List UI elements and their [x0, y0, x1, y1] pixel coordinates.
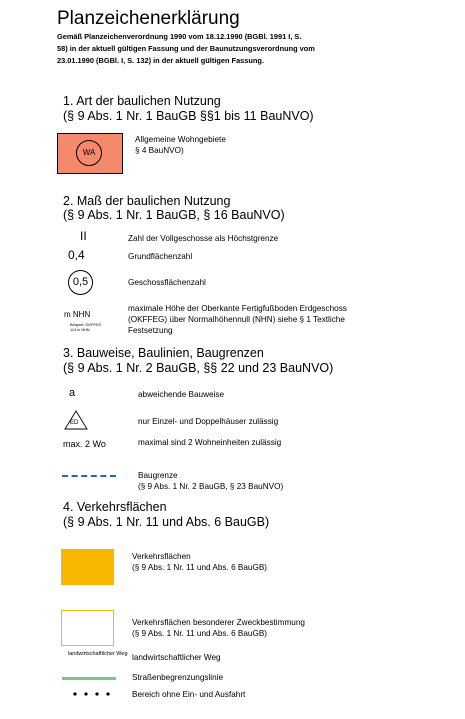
legend-desc-ohne-ein-ausfahrt: Bereich ohne Ein- und Ausfahrt: [132, 690, 246, 699]
legend-desc-geschossflaechenzahl: Geschossflächenzahl: [128, 278, 206, 287]
grundflaechenzahl-symbol: 0,4: [68, 248, 85, 262]
desc-line: Baugrenze: [138, 471, 178, 480]
ohne-ausfahrt-dots: [73, 691, 113, 697]
strassenbegrenzungslinie-line: [62, 677, 116, 680]
legend-desc-grundflaechenzahl: Grundflächenzahl: [128, 252, 193, 261]
nhn-example-line: Beispiel: OKFFEG: [70, 323, 102, 327]
desc-line: (OKFFEG) über Normalhöhennull (NHN) siehe § 1 Textliche: [128, 315, 345, 324]
geschossflaechenzahl-symbol: 0,5: [68, 270, 93, 295]
verkehrsflaechen-swatch: [61, 549, 114, 585]
legend-desc-bauweise: abweichende Bauweise: [138, 390, 225, 399]
besondere-zweckbestimmung-swatch: [61, 610, 114, 646]
legend-desc-landwirtschaftlicher-weg: landwirtschaftlicher Weg: [132, 653, 221, 662]
section-4-subheading: (§ 9 Abs. 1 Nr. 11 und Abs. 6 BauGB): [63, 515, 270, 529]
landwirtschaftlicher-weg-symbol: landwirtschaftlicher Weg: [68, 651, 128, 657]
section-1-subheading: (§ 9 Abs. 1 Nr. 1 BauGB §§1 bis 11 BauNVO): [63, 109, 314, 123]
legend-desc-strassenbegrenzungslinie: Straßenbegrenzungslinie: [132, 673, 224, 682]
intro-line: 58) in der aktuell gültigen Fassung und der Baunutzungsverordnung vom: [57, 44, 315, 53]
section-1-heading: 1. Art der baulichen Nutzung: [63, 94, 221, 108]
intro-text: [57, 31, 357, 67]
legend-desc-wa: [135, 134, 226, 156]
desc-line: Verkehrsflächen: [132, 552, 191, 561]
desc-line: § 4 BauNVO): [135, 146, 184, 155]
legend-desc-besondere-zweckbestimmung: [132, 617, 305, 639]
intro-line: 23.01.1990 (BGBl. I, S. 132) in der aktuell gültigen Fassung.: [57, 56, 265, 65]
intro-line: Gemäß Planzeichenverordnung 1990 vom 18.12.1990 (BGBl. 1991 I, S.: [57, 32, 302, 41]
desc-line: Allgemeine Wohngebiete: [135, 135, 226, 144]
nhn-symbol: m NHN: [64, 310, 91, 319]
desc-line: (§ 9 Abs. 1 Nr. 11 und Abs. 6 BauGB): [132, 629, 268, 638]
legend-desc-baugrenze: [138, 470, 283, 492]
section-2-subheading: (§ 9 Abs. 1 Nr. 1 BauGB, § 16 BauNVO): [63, 208, 285, 222]
legend-desc-wohneinheiten: maximal sind 2 Wohneinheiten zulässig: [138, 438, 282, 447]
legend-desc-verkehrsflaechen: [132, 551, 267, 573]
legend-desc-nhn: [128, 303, 448, 336]
page-title: Planzeichenerklärung: [57, 8, 240, 29]
nhn-example: [70, 323, 101, 333]
desc-line: (§ 9 Abs. 1 Nr. 11 und Abs. 6 BauGB): [132, 563, 268, 572]
desc-line: Festsetzung: [128, 326, 173, 335]
bauweise-symbol: a: [69, 387, 76, 399]
desc-line: (§ 9 Abs. 1 Nr. 2 BauGB, § 23 BauNVO): [138, 482, 284, 491]
ed-symbol-label: ED: [70, 420, 79, 426]
section-2-heading: 2. Maß der baulichen Nutzung: [63, 194, 231, 208]
baugrenze-line: [62, 475, 116, 477]
legend-desc-vollgeschosse: Zahl der Vollgeschosse als Höchstgrenze: [128, 234, 279, 243]
section-3-subheading: (§ 9 Abs. 1 Nr. 2 BauGB, §§ 22 und 23 BauNVO): [63, 361, 334, 375]
wohneinheiten-symbol: max. 2 Wo: [63, 439, 106, 449]
vollgeschosse-symbol: II: [80, 229, 87, 243]
legend-desc-einzel-doppelhaus: nur Einzel- und Doppelhäuser zulässig: [138, 417, 279, 426]
wa-circle-label: WA: [76, 140, 102, 166]
nhn-example-line: 114 m NHN: [70, 328, 90, 332]
section-4-heading: 4. Verkehrsflächen: [63, 500, 167, 514]
desc-line: maximale Höhe der Oberkante Fertigfußboden Erdgeschoss: [128, 304, 347, 313]
section-3-heading: 3. Bauweise, Baulinien, Baugrenzen: [63, 346, 264, 360]
desc-line: Verkehrsflächen besonderer Zweckbestimmung: [132, 618, 305, 627]
wa-area-symbol: [57, 133, 123, 174]
